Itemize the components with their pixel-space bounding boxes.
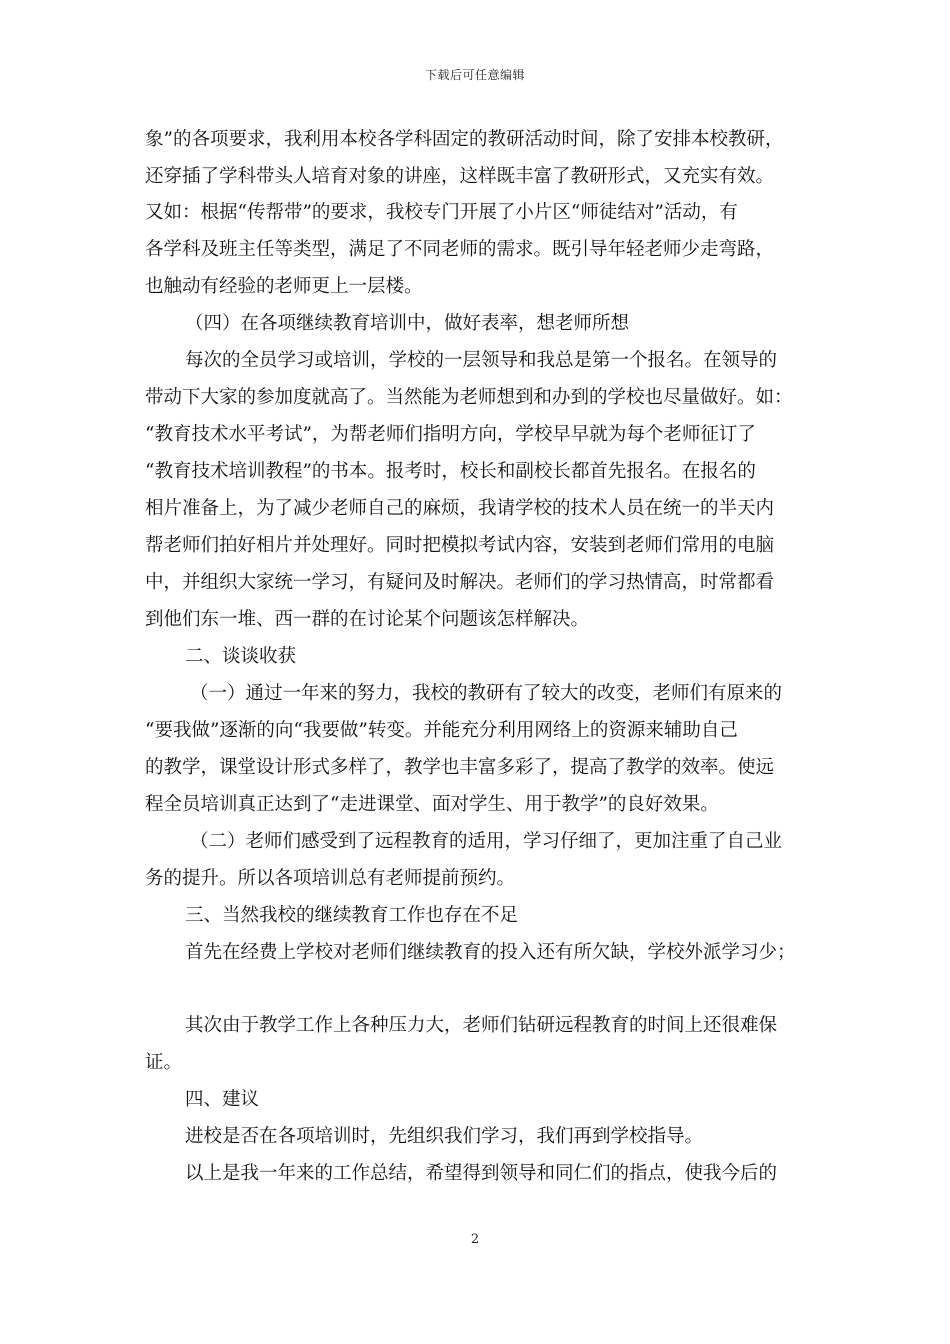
body-line: 象”的各项要求，我利用本校各学科固定的教研活动时间，除了安排本校教研， <box>145 129 784 150</box>
page-number: 2 <box>470 1232 480 1247</box>
section-heading: 二、谈谈收获 <box>185 646 297 667</box>
body-line: 带动下大家的参加度就高了。当然能为老师想到和办到的学校也尽量做好。如： <box>145 387 793 408</box>
body-line: （一）通过一年来的努力，我校的教研有了较大的改变，老师们有原来的 <box>190 683 783 704</box>
body-line: 还穿插了学科带头人培育对象的讲座，这样既丰富了教研形式，又充实有效。 <box>145 166 775 187</box>
body-line: 首先在经费上学校对老师们继续教育的投入还有所欠缺，学校外派学习少； <box>185 942 796 963</box>
body-line: 也触动有经验的老师更上一层楼。 <box>145 276 423 297</box>
body-line: 相片准备上，为了减少老师自己的麻烦，我请学校的技术人员在统一的半天内 <box>145 498 775 519</box>
body-line: “要我做”逐渐的向“我要做”转变。并能充分利用网络上的资源来辅助自己 <box>145 720 738 741</box>
body-line: 证。 <box>145 1052 183 1073</box>
body-line: “教育技术培训教程”的书本。报考时，校长和副校长都首先报名。在报名的 <box>145 461 756 482</box>
section-heading: 四、建议 <box>185 1089 260 1110</box>
body-line: 各学科及班主任等类型，满足了不同老师的需求。既引导年轻老师少走弯路， <box>145 239 775 260</box>
body-line: 帮老师们拍好相片并处理好。同时把模拟考试内容，安装到老师们常用的电脑 <box>145 535 775 556</box>
body-line: 程全员培训真正达到了“走进课堂、面对学生、用于教学”的良好效果。 <box>145 794 719 815</box>
body-line: 其次由于教学工作上各种压力大，老师们钻研远程教育的时间上还很难保 <box>185 1015 778 1036</box>
body-line: （二）老师们感受到了远程教育的适用，学习仔细了，更加注重了自己业 <box>190 831 783 852</box>
body-line: 到他们东一堆、西一群的在讨论某个问题该怎样解决。 <box>145 609 590 630</box>
body-line: 的教学，课堂设计形式多样了，教学也丰富多彩了，提高了教学的效率。使远 <box>145 757 775 778</box>
page-header: 下载后可任意编辑 <box>424 68 525 82</box>
body-line: 务的提升。所以各项培训总有老师提前预约。 <box>145 868 516 889</box>
body-line: 进校是否在各项培训时，先组织我们学习，我们再到学校指导。 <box>185 1126 704 1147</box>
body-line: 以上是我一年来的工作总结，希望得到领导和同仁们的指点，使我今后的 <box>185 1163 778 1184</box>
section-heading: （四）在各项继续教育培训中，做好表率，想老师所想 <box>185 313 630 334</box>
body-line: 中，并组织大家统一学习，有疑问及时解决。老师们的学习热情高，时常都看 <box>145 572 775 593</box>
section-heading: 三、当然我校的继续教育工作也存在不足 <box>185 905 519 926</box>
body-line: 每次的全员学习或培训，学校的一层领导和我总是第一个报名。在领导的 <box>185 350 778 371</box>
body-line: 又如：根据“传帮带”的要求，我校专门开展了小片区“师徒结对”活动，有 <box>145 202 738 223</box>
body-line: “教育技术水平考试”，为帮老师们指明方向，学校早早就为每个老师征订了 <box>145 424 756 445</box>
